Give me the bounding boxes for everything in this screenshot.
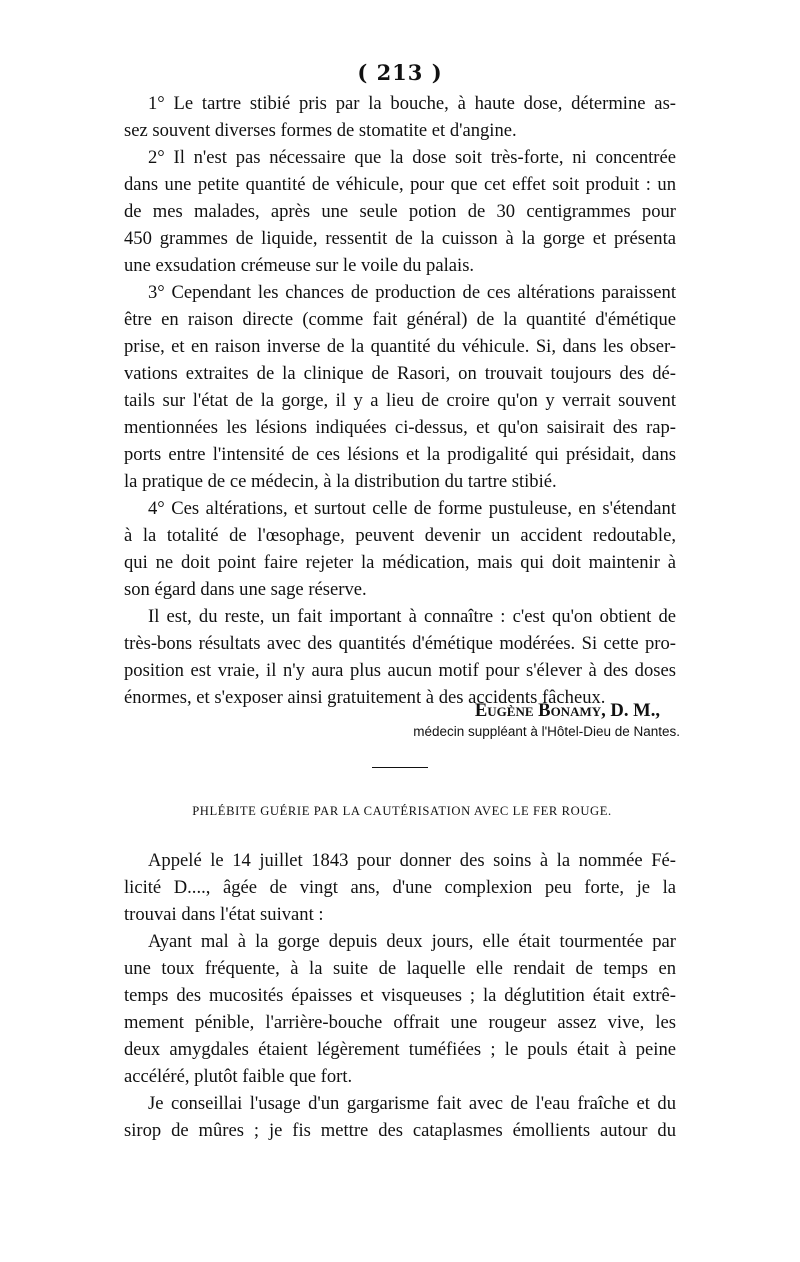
text-line: Je conseillai l'usage d'un gargarisme fait avec de l'eau fraîche et du [148,1093,676,1114]
text-line: être en raison directe (comme fait général) de la quantité d'émétique [124,309,676,330]
text-line: à la totalité de l'œsophage, peuvent devenir un accident redoutable, [124,525,676,546]
text-line: une toux fréquente, à la suite de laquelle elle rendait de temps en [124,958,676,979]
text-line: dans une petite quantité de véhicule, pour que cet effet soit produit : un [124,174,676,195]
text-line: Appelé le 14 juillet 1843 pour donner des soins à la nommée Fé- [148,850,676,871]
text-line: 3° Cependant les chances de production de ces altérations paraissent [148,282,676,303]
text-line: vations extraites de la clinique de Rasori, on trouvait toujours des dé- [124,363,676,384]
text-line: de mes malades, après une seule potion de 30 centigrammes pour [124,201,676,222]
text-line: Il est, du reste, un fait important à connaître : c'est qu'on obtient de [148,606,676,627]
section-heading: PHLÉBITE GUÉRIE PAR LA CAUTÉRISATION AVEC LE FER ROUGE. [192,804,612,818]
page-number: ( 213 ) [357,60,443,85]
text-line: énormes, et s'exposer ainsi gratuitement à des accidents fâcheux. [124,687,606,708]
author-signature: Eugène Bonamy, D. M., [474,700,660,721]
section-intro [124,847,676,928]
text-line: 4° Ces altérations, et surtout celle de forme pustuleuse, en s'étendant [148,498,676,519]
text-line: tails sur l'état de la gorge, il y a lieu de croire qu'on y verrait souvent [124,390,676,411]
text-line: 450 grammes de liquide, ressentit de la cuisson à la gorge et présenta [124,228,676,249]
text-line: très-bons résultats avec des quantités d'émétique modérées. Si cette pro- [124,633,676,654]
text-line: 1° Le tartre stibié pris par la bouche, à haute dose, détermine as- [148,93,676,114]
text-line: son égard dans une sage réserve. [124,579,367,600]
text-line: temps des mucosités épaisses et visqueuses ; la déglutition était extrê- [124,985,676,1006]
text-line: 2° Il n'est pas nécessaire que la dose soit très-forte, ni concentrée [148,147,676,168]
author-role: médecin suppléant à l'Hôtel-Dieu de Nantes. [413,724,680,739]
text-line: trouvai dans l'état suivant : [124,904,324,925]
section-divider [372,767,428,768]
text-line: la pratique de ce médecin, à la distribution du tartre stibié. [124,471,557,492]
text-line: sirop de mûres ; je fis mettre des cataplasmes émollients autour du [124,1120,676,1141]
text-line: position est vraie, il n'y aura plus aucun motif pour s'élever à des doses [124,660,676,681]
text-line: mentionnées les lésions indiquées ci-dessus, et qu'on saisirait des rap- [124,417,676,438]
text-line: Ayant mal à la gorge depuis deux jours, elle était tourmentée par [148,931,676,952]
section-body-text [124,928,676,1144]
text-line: licité D...., âgée de vingt ans, d'une complexion peu forte, je la [124,877,676,898]
text-line: mement pénible, l'arrière-bouche offrait une rougeur assez vive, les [124,1012,676,1033]
text-line: deux amygdales étaient légèrement tuméfiées ; le pouls était à peine [124,1039,676,1060]
text-line: une exsudation crémeuse sur le voile du palais. [124,255,475,276]
text-line: qui ne doit point faire rejeter la médication, mais qui doit maintenir à [124,552,676,573]
text-line: prise, et en raison inverse de la quantité du véhicule. Si, dans les obser- [124,336,676,357]
text-line: ports entre l'intensité de ces lésions et la prodigalité qui présidait, dans [124,444,676,465]
text-line: accéléré, plutôt faible que fort. [124,1066,353,1087]
text-line: sez souvent diverses formes de stomatite et d'angine. [124,120,517,141]
body-text [124,90,676,711]
